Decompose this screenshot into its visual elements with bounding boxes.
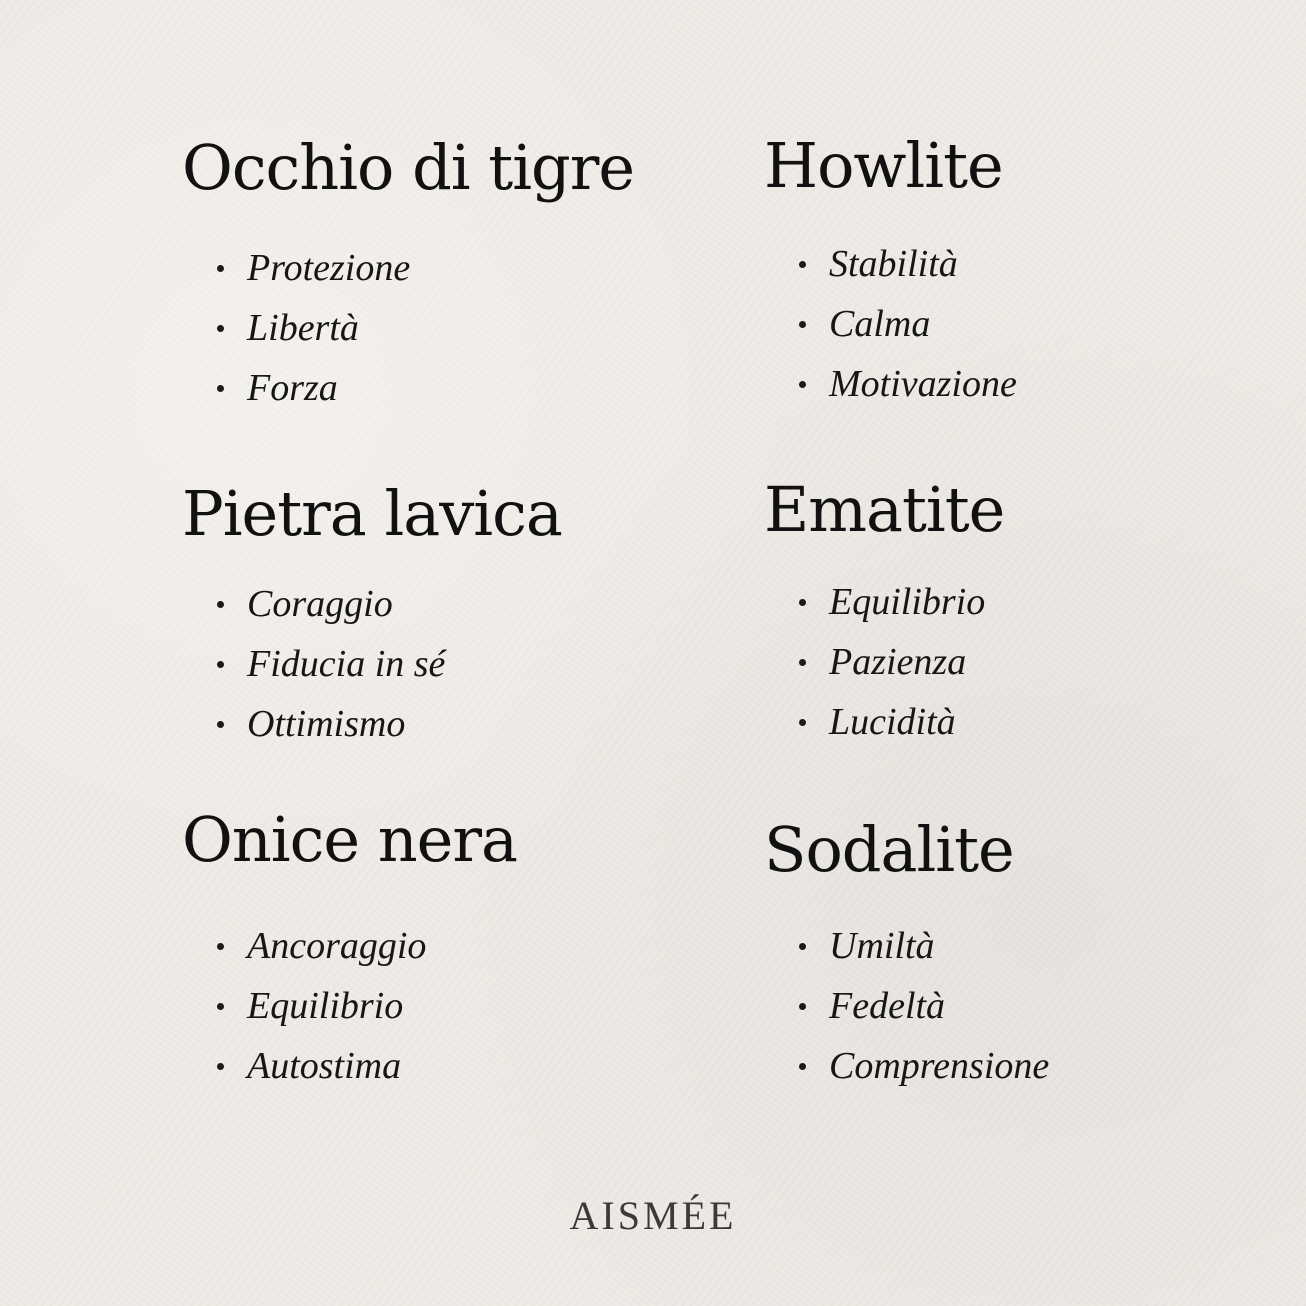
stone-title: Occhio di tigre — [182, 131, 635, 204]
benefit-label: Protezione — [247, 247, 411, 289]
bullet-icon — [217, 325, 224, 332]
bullet-icon — [799, 659, 806, 666]
bullet-icon — [217, 721, 224, 728]
bullet-icon — [217, 601, 224, 608]
bullet-icon — [217, 943, 224, 950]
benefit-label: Fedeltà — [829, 985, 946, 1027]
benefit-label: Fiducia in sé — [247, 643, 446, 685]
bullet-icon — [799, 599, 806, 606]
benefit-label: Comprensione — [829, 1045, 1050, 1087]
benefit-label: Coraggio — [247, 583, 393, 625]
benefit-label: Equilibrio — [829, 581, 986, 623]
bullet-icon — [217, 661, 224, 668]
benefit-label: Ottimismo — [247, 703, 406, 745]
benefit-label: Pazienza — [829, 641, 967, 683]
benefit-label: Ancoraggio — [247, 925, 427, 967]
benefit-label: Stabilità — [829, 243, 958, 285]
bullet-icon — [799, 943, 806, 950]
brand-logo: AISMÉE — [569, 1193, 737, 1238]
bullet-icon — [217, 1003, 224, 1010]
bullet-icon — [217, 1063, 224, 1070]
stone-title: Ematite — [764, 473, 1005, 546]
stone-card-ematite — [764, 473, 1284, 743]
stone-title: Onice nera — [182, 803, 517, 876]
stone-card-sodalite — [764, 813, 1284, 1087]
stone-card-occhio-di-tigre — [182, 131, 702, 409]
benefit-label: Umiltà — [829, 925, 935, 967]
bullet-icon — [799, 381, 806, 388]
benefit-label: Equilibrio — [247, 985, 404, 1027]
benefit-label: Forza — [247, 367, 338, 409]
stone-title: Howlite — [764, 129, 1003, 202]
bullet-icon — [799, 1003, 806, 1010]
stone-card-pietra-lavica — [182, 477, 702, 745]
benefit-label: Motivazione — [829, 363, 1017, 405]
bullet-icon — [217, 385, 224, 392]
benefit-label: Calma — [829, 303, 931, 345]
bullet-icon — [217, 265, 224, 272]
stone-title: Pietra lavica — [182, 477, 562, 550]
bullet-icon — [799, 1063, 806, 1070]
bullet-icon — [799, 719, 806, 726]
stone-card-howlite — [764, 129, 1284, 405]
stone-title: Sodalite — [764, 813, 1014, 886]
bullet-icon — [799, 261, 806, 268]
benefit-label: Autostima — [247, 1045, 402, 1087]
stone-card-onice-nera — [182, 803, 702, 1087]
bullet-icon — [799, 321, 806, 328]
benefit-label: Libertà — [247, 307, 359, 349]
benefit-label: Lucidità — [829, 701, 956, 743]
